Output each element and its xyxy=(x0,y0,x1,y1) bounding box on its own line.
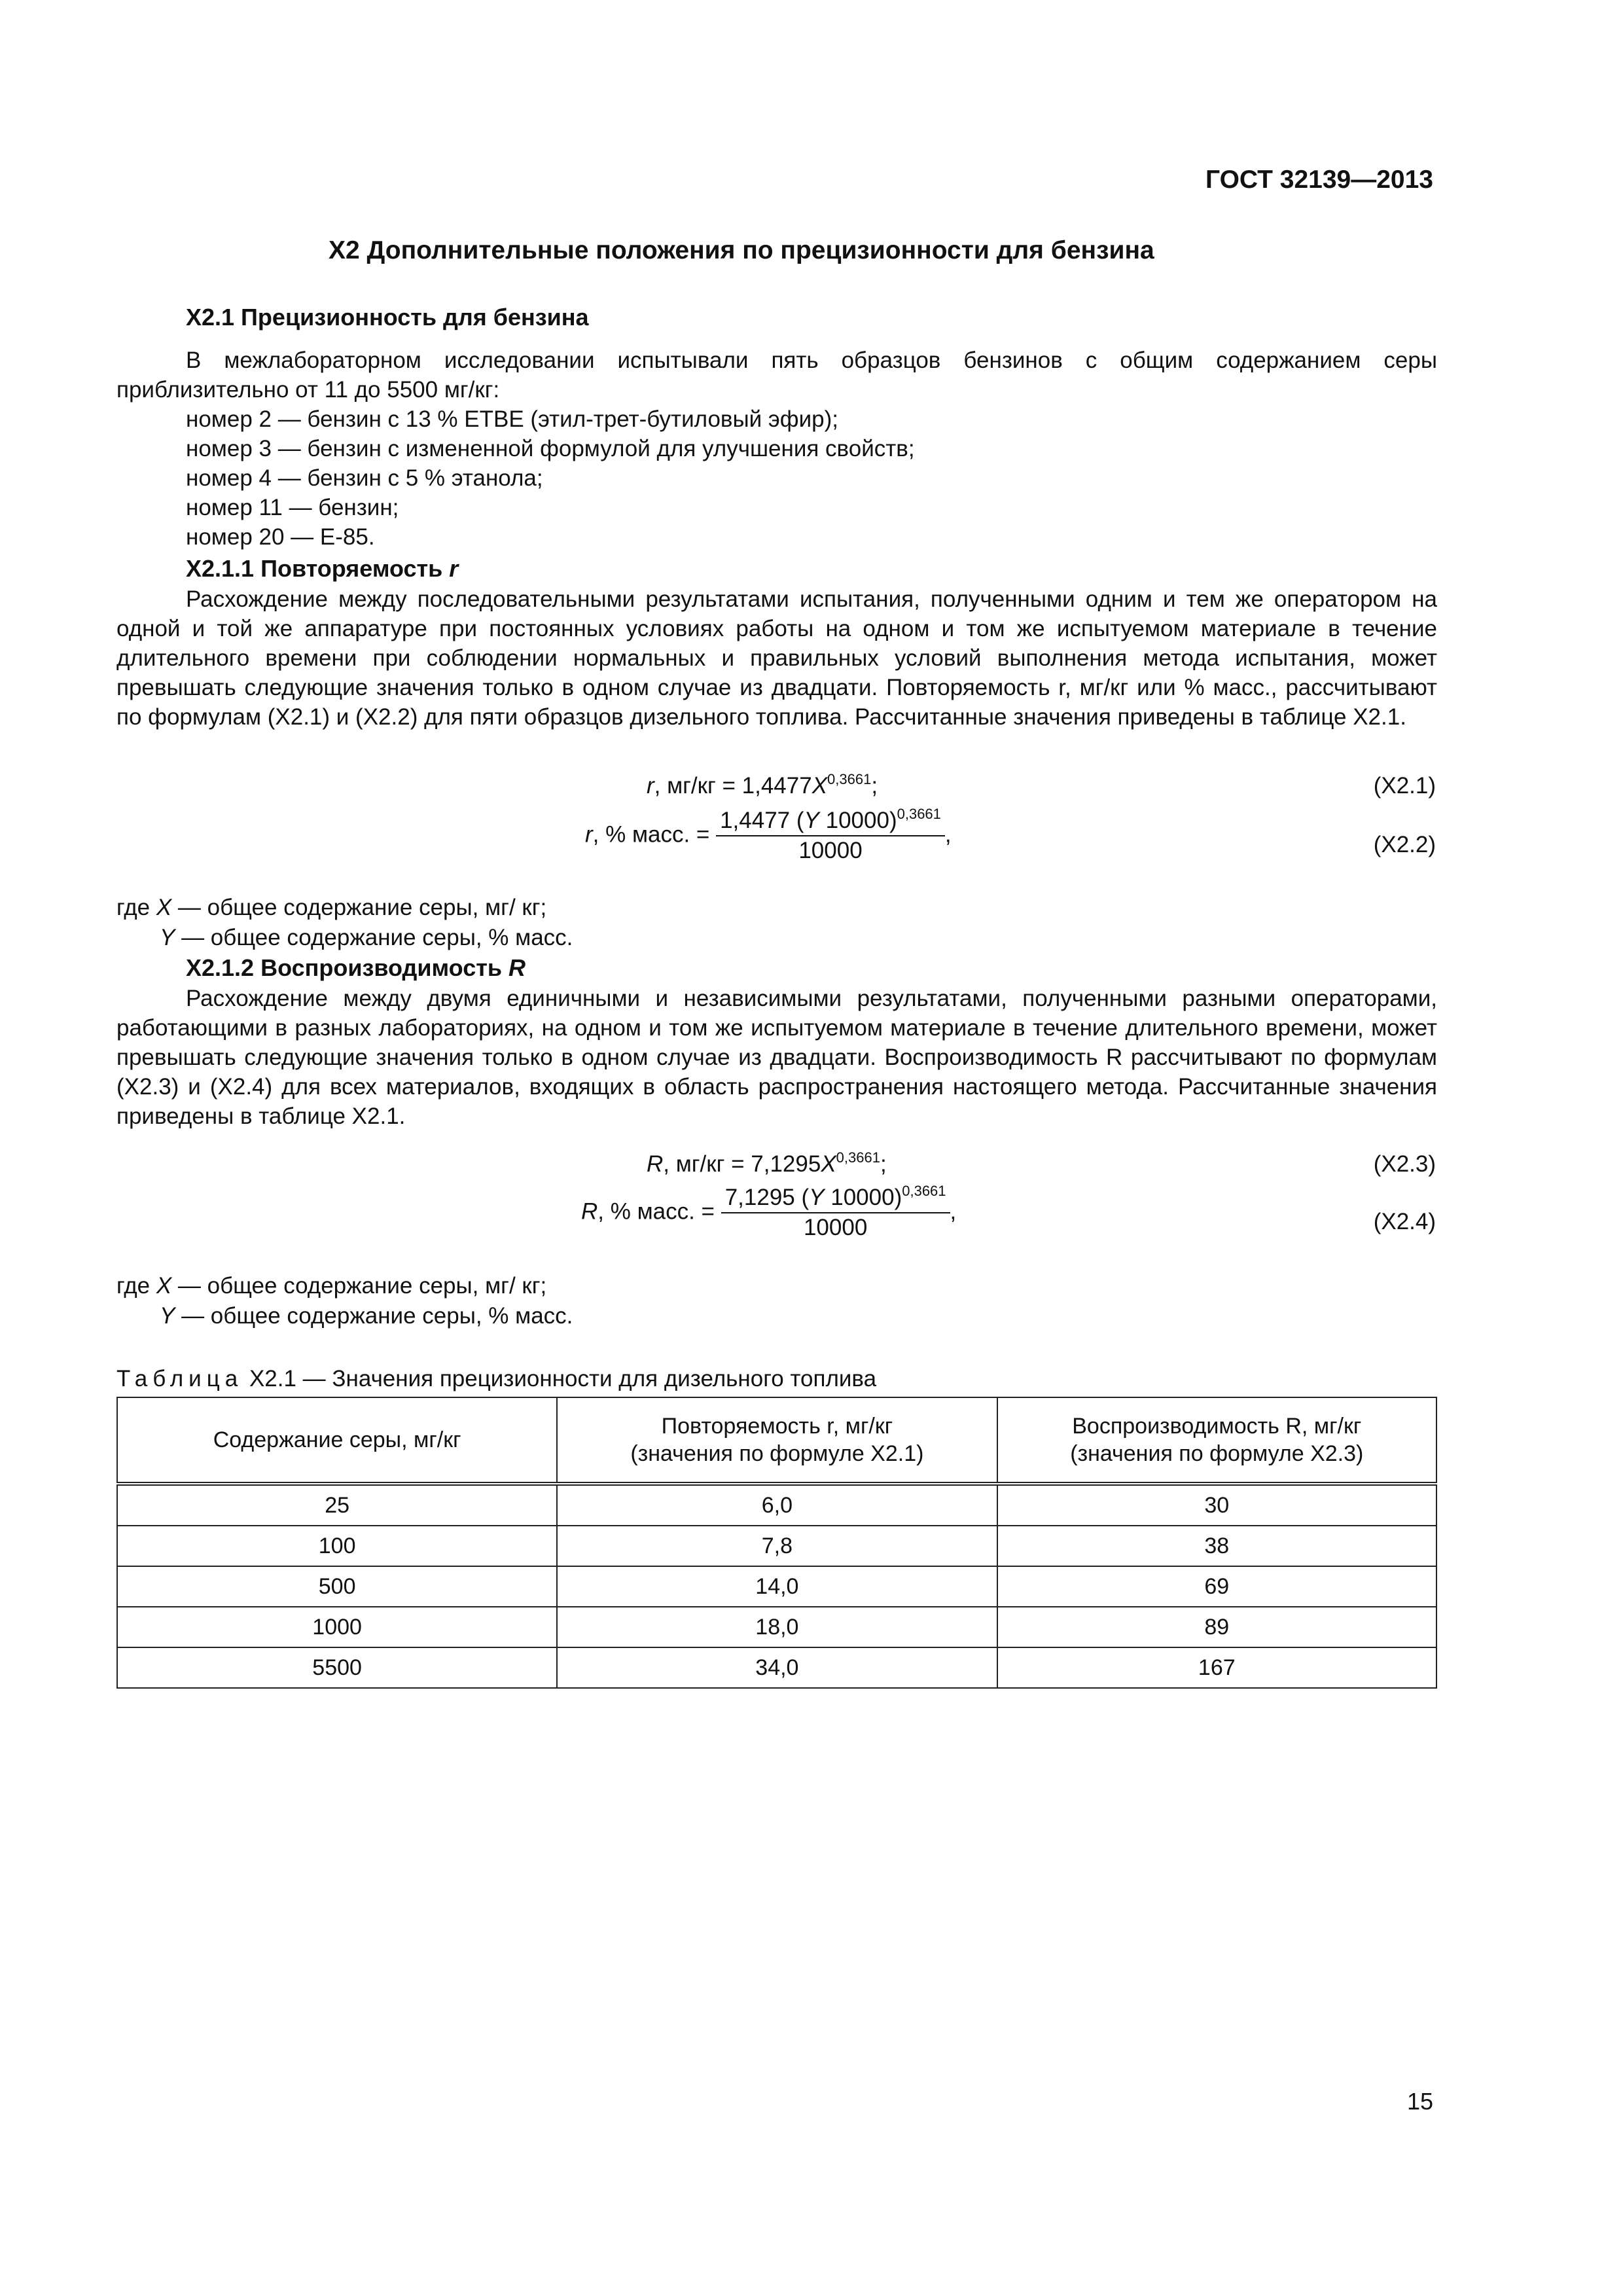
section-title: Х2 Дополнительные положения по прецизионности для бензина xyxy=(329,236,1154,264)
fraction-denominator: 10000 xyxy=(803,1215,868,1240)
list-item: номер 2 — бензин с 13 % ЕТВЕ (этил-трет-бутиловый эфир); xyxy=(186,406,838,432)
document-code: ГОСТ 32139—2013 xyxy=(1205,166,1433,194)
list-item: номер 3 — бензин с измененной формулой для улучшения свойств; xyxy=(186,436,915,461)
intro-paragraph: В межлабораторном исследовании испытывали пять образцов бензинов с общим содержанием серы приблизительно от 11 до 5500 мг/кг: xyxy=(116,348,1437,403)
table-row xyxy=(117,1566,1436,1607)
where-line: где X — общее содержание серы, мг/ кг; xyxy=(116,895,547,920)
table-cell: 14,0 xyxy=(557,1566,997,1607)
table-cell: 100 xyxy=(117,1526,557,1566)
page-number: 15 xyxy=(1406,2088,1433,2115)
table-cell: 5500 xyxy=(117,1647,557,1688)
heading-symbol: r xyxy=(449,555,459,582)
formula-tail: ; xyxy=(880,1151,887,1177)
fraction-numerator: 1,4477 (Y 10000)$^{0,3661}$ xyxy=(716,806,945,836)
formula-tail: , xyxy=(950,1198,957,1225)
heading-text: Х2.1.1 Повторяемость xyxy=(186,555,450,582)
where-line: где X — общее содержание серы, мг/ кг; xyxy=(116,1273,547,1299)
reproducibility-paragraph: Расхождение между двумя единичными и независимыми результатами, полученными разными операторами, работающими в разных лабораториях, на одном и том же испытуемом материале в течение длительного времени, может превышать следующие значения только в одном случае из двадцати. Воспроизводимость R рассчитывают по формулам (Х2.3) и (Х2.4) для всех материалов, входящих в область распространения настоящего метода. Рассчитанные значения приведены в таблице Х2.1. xyxy=(116,986,1437,1129)
subsection-heading-x212 xyxy=(186,953,526,982)
formula-text: , % масс. = xyxy=(592,821,717,848)
subsection-heading-x21: Х2.1 Прецизионность для бензина xyxy=(186,304,589,331)
list-item: номер 11 — бензин; xyxy=(186,495,399,520)
precision-table xyxy=(116,1397,1437,1689)
table-row xyxy=(117,1526,1436,1566)
fraction xyxy=(721,1183,950,1242)
where-line: Y — общее содержание серы, % масс. xyxy=(160,1303,573,1329)
formula-variable: X xyxy=(812,773,828,798)
formula-number: (Х2.4) xyxy=(1373,1209,1436,1234)
table-caption xyxy=(116,1364,876,1393)
table-header-row xyxy=(117,1397,1436,1484)
formula-number: (Х2.1) xyxy=(1373,773,1436,798)
table-row xyxy=(117,1607,1436,1647)
formula-x24 xyxy=(581,1183,956,1242)
list-item: номер 4 — бензин с 5 % этанола; xyxy=(186,465,543,491)
fraction xyxy=(716,806,945,865)
table-caption-word: Таблица xyxy=(116,1366,243,1391)
repeatability-paragraph: Расхождение между последовательными результатами испытания, полученными одним и тем же оператором на одной и той же аппаратуре при постоянных условиях работы на одном и том же испытуемом материале в течение длительного времени при соблюдении нормальных и правильных условий выполнения метода испытания, может превышать следующие значения только в одном случае из двадцати. Повторяемость r, мг/кг или % масс., рассчитывают по формулам (Х2.1) и (Х2.2) для пяти образцов дизельного топлива. Рассчитанные значения приведены в таблице Х2.1. xyxy=(116,586,1437,730)
fraction-denominator: 10000 xyxy=(798,838,863,863)
formula-text: , мг/кг = 7,1295 xyxy=(663,1151,821,1177)
table-cell: 34,0 xyxy=(557,1647,997,1688)
formula-tail: ; xyxy=(871,773,878,798)
formula-x21 xyxy=(647,771,878,800)
where-line: Y — общее содержание серы, % масс. xyxy=(160,925,573,950)
formula-number: (Х2.2) xyxy=(1373,832,1436,857)
table-cell: 6,0 xyxy=(557,1484,997,1526)
column-header: Повторяемость r, мг/кг (значения по формуле Х2.1) xyxy=(557,1397,997,1484)
formula-x22 xyxy=(585,806,952,865)
table-cell: 25 xyxy=(117,1484,557,1526)
fraction-numerator: 7,1295 (Y 10000)$^{0,3661}$ xyxy=(721,1183,950,1213)
formula-text: , % масс. = xyxy=(597,1198,721,1225)
formula-exponent: 0,3661 xyxy=(836,1149,880,1166)
table-row xyxy=(117,1484,1436,1526)
formula-symbol: R xyxy=(581,1198,598,1225)
table-caption-text: Х2.1 — Значения прецизионности для дизельного топлива xyxy=(243,1366,877,1391)
table-cell: 89 xyxy=(997,1607,1436,1647)
formula-number: (Х2.3) xyxy=(1373,1151,1436,1177)
formula-x23 xyxy=(647,1149,887,1179)
formula-symbol: r xyxy=(585,821,593,848)
column-header: Воспроизводимость R, мг/кг (значения по формуле Х2.3) xyxy=(997,1397,1436,1484)
formula-symbol: R xyxy=(647,1151,664,1177)
table-cell: 7,8 xyxy=(557,1526,997,1566)
table-row xyxy=(117,1647,1436,1688)
table-cell: 1000 xyxy=(117,1607,557,1647)
table-cell: 30 xyxy=(997,1484,1436,1526)
subsection-heading-x211 xyxy=(186,554,458,583)
heading-text: Х2.1.2 Воспроизводимость xyxy=(186,954,508,981)
heading-symbol: R xyxy=(508,954,526,981)
table-cell: 167 xyxy=(997,1647,1436,1688)
formula-symbol: r xyxy=(647,773,654,798)
table-cell: 38 xyxy=(997,1526,1436,1566)
table-cell: 18,0 xyxy=(557,1607,997,1647)
table-cell: 69 xyxy=(997,1566,1436,1607)
formula-exponent: 0,3661 xyxy=(827,771,872,787)
table-cell: 500 xyxy=(117,1566,557,1607)
formula-tail: , xyxy=(944,821,952,848)
column-header: Содержание серы, мг/кг xyxy=(117,1397,557,1484)
list-item: номер 20 — Е-85. xyxy=(186,524,375,550)
formula-variable: X xyxy=(821,1151,836,1177)
formula-text: , мг/кг = 1,4477 xyxy=(654,773,812,798)
